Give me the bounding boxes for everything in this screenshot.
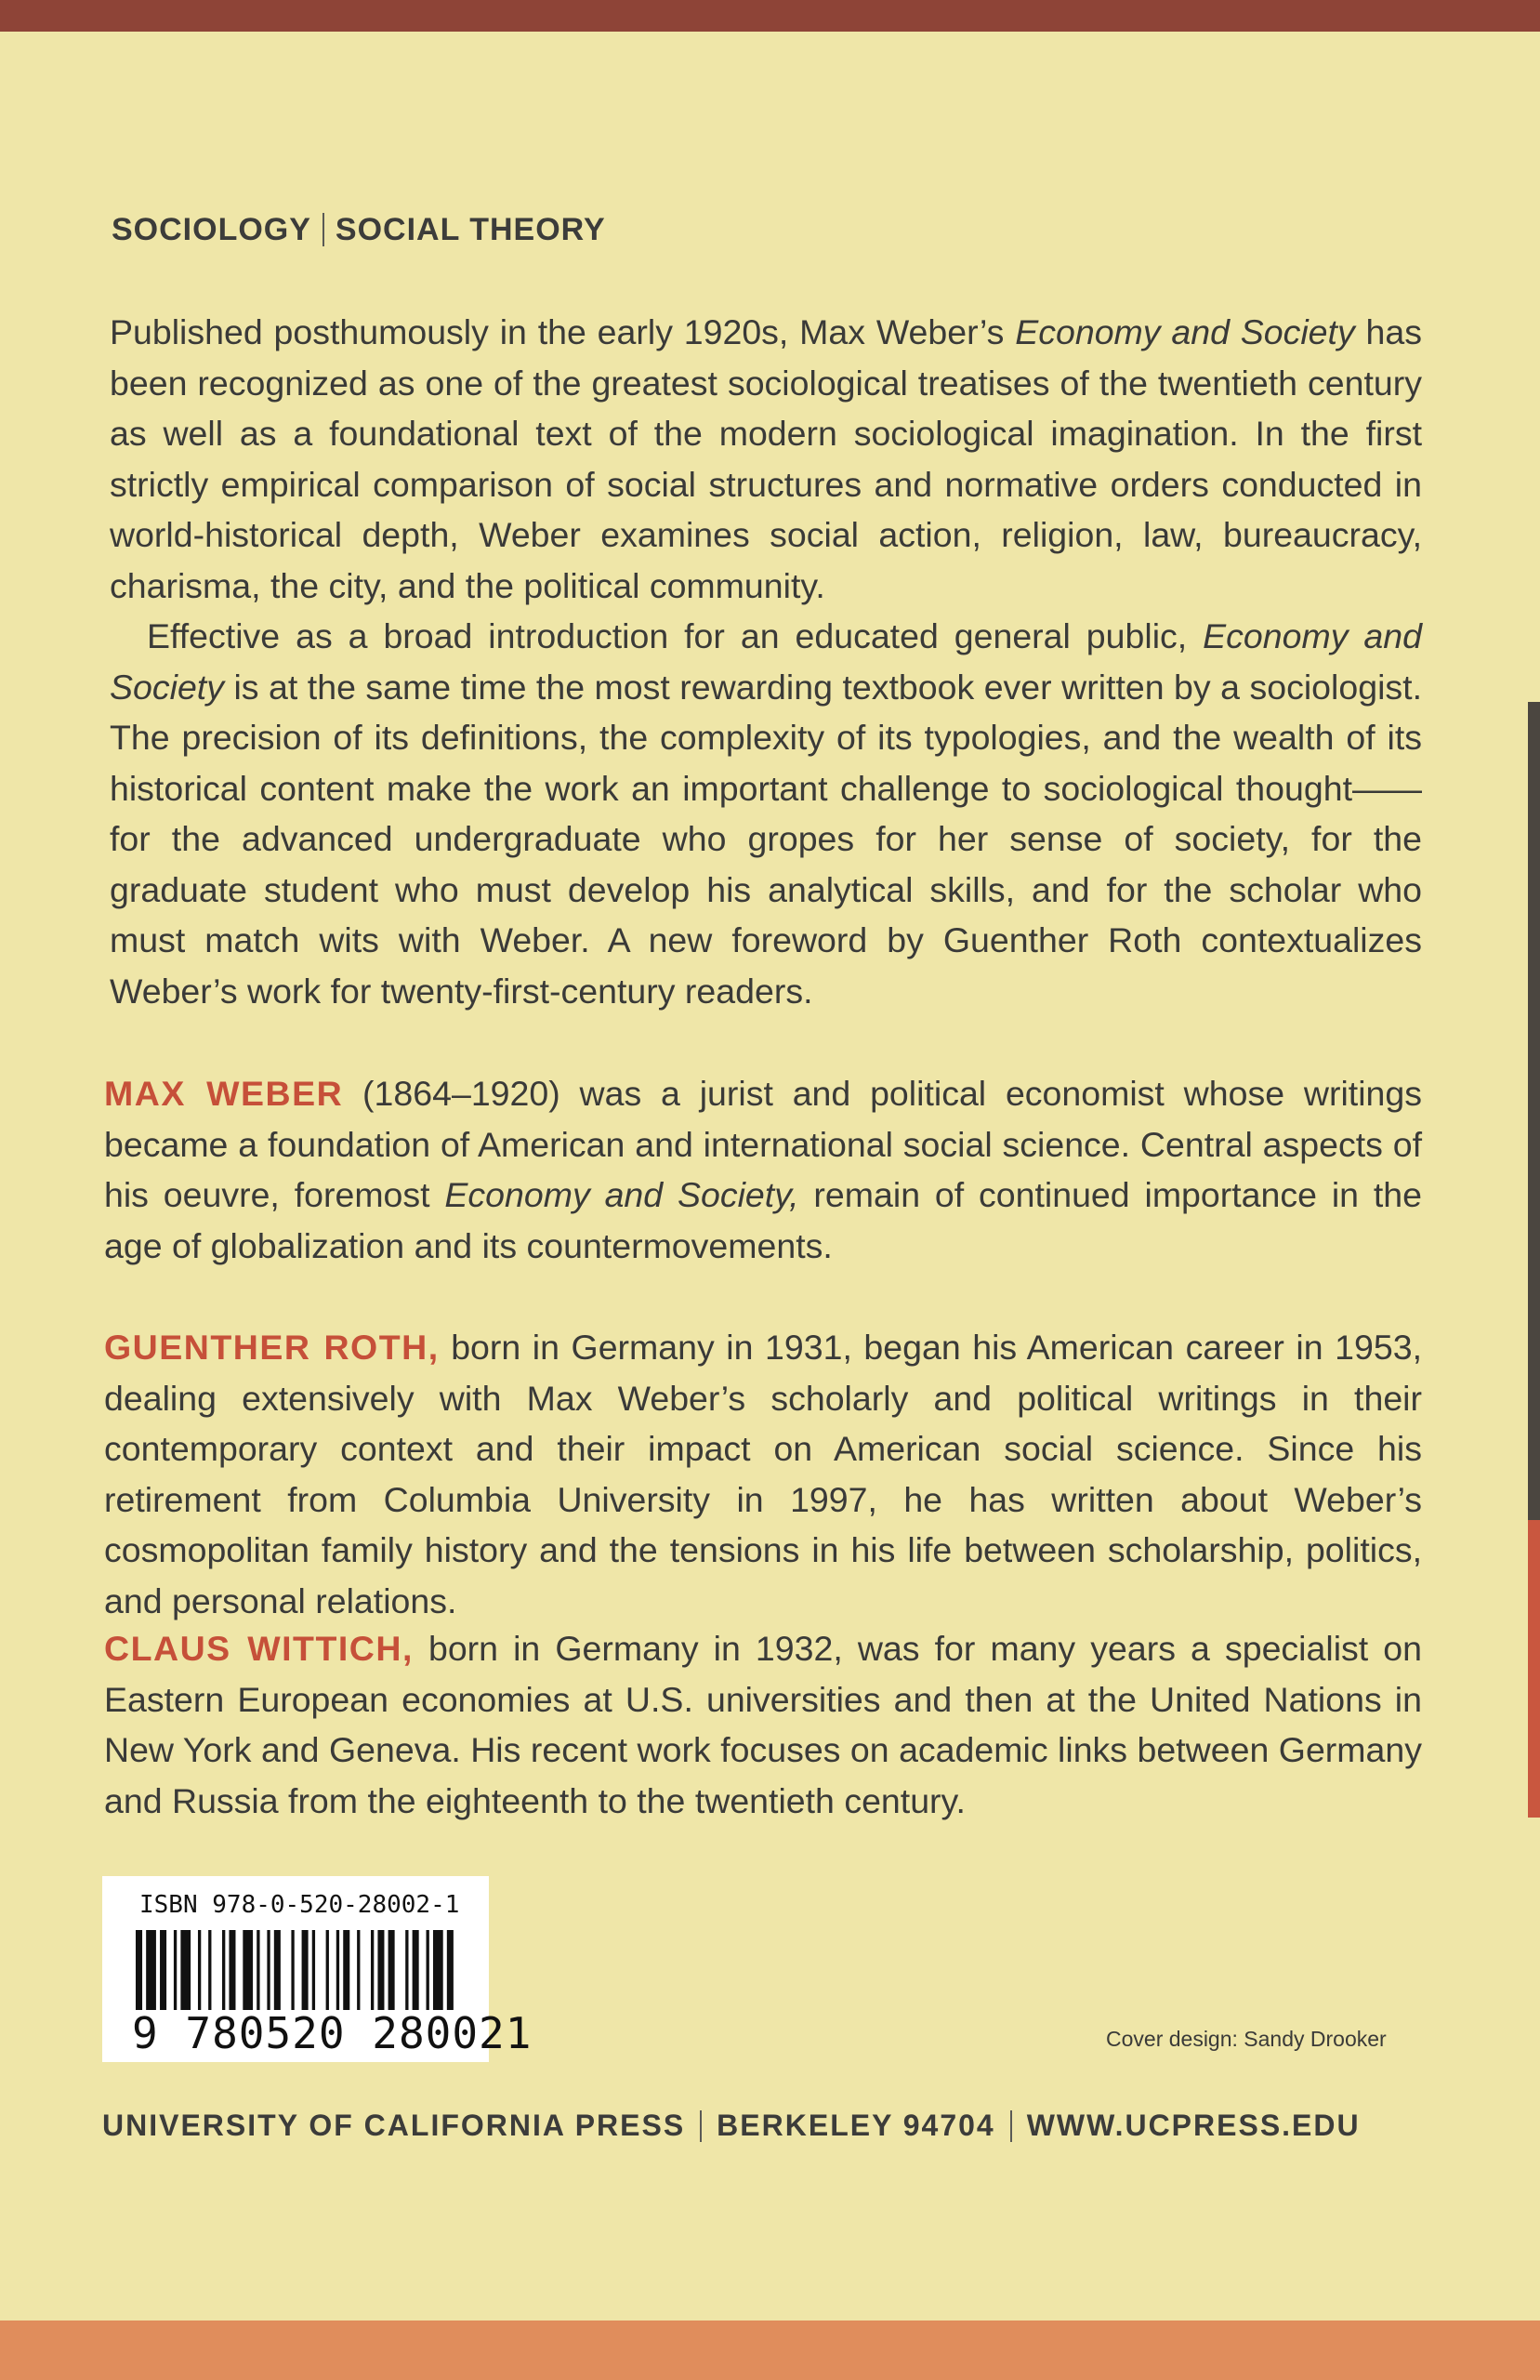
top-color-band	[0, 0, 1540, 32]
book-title-italic: Economy and Society,	[444, 1175, 799, 1214]
publisher-website: WWW.UCPRESS.EDU	[1026, 2109, 1361, 2142]
category-social-theory: SOCIAL THEORY	[335, 212, 606, 247]
barcode-bar	[343, 1930, 349, 2010]
barcode-bar	[433, 1930, 443, 2010]
barcode-bar	[180, 1930, 191, 2010]
barcode-bar	[160, 1930, 166, 2010]
bio-guenther-roth: GUENTHER ROTH, born in Germany in 1931, began his American career in 1953, dealing extensively with Max Weber’s scholarly and political writings in their contemporary context and their impact on American social science. Since his retirement from Columbia University in 1997, he has written about Weber’s cosmopolitan family history and the tensions in his life between scholarship, politics, and personal relations.	[104, 1328, 1423, 1620]
editor-name-wittich: CLAUS WITTICH,	[104, 1629, 414, 1668]
barcode-bar	[257, 1930, 259, 2010]
book-title-italic: Economy and Society	[110, 616, 1422, 707]
bio-claus-wittich: CLAUS WITTICH, born in Germany in 1932, was for many years a specialist on Eastern European economies at U.S. universities and then at the United Nations in New York and Geneva. His recent work focuses on academic links between Germany and Russia from the eighteenth to the twentieth century.	[104, 1629, 1422, 1820]
publisher-city: BERKELEY 94704	[717, 2109, 995, 2142]
barcode-bar	[222, 1930, 225, 2010]
barcode-bar	[146, 1930, 156, 2010]
barcode-bar	[243, 1930, 253, 2010]
subject-category	[112, 212, 606, 248]
publisher-line	[102, 2109, 1361, 2143]
barcode-bar	[427, 1930, 429, 2010]
barcode-bar	[229, 1930, 235, 2010]
bottom-color-band	[0, 2320, 1540, 2380]
barcode-bar	[357, 1930, 360, 2010]
barcode-bar	[208, 1930, 211, 2010]
barcode-bar	[291, 1930, 294, 2010]
author-name-weber: MAX WEBER	[104, 1074, 344, 1113]
barcode-bar	[136, 1930, 142, 2010]
barcode-bar	[413, 1930, 419, 2010]
barcode-bar	[405, 1930, 408, 2010]
barcode-bar	[198, 1930, 201, 2010]
isbn-label: ISBN 978-0-520-28002-1	[139, 1891, 460, 1919]
barcode-bar	[447, 1930, 454, 2010]
publisher-name: UNIVERSITY OF CALIFORNIA PRESS	[102, 2109, 686, 2142]
barcode-bar	[371, 1930, 374, 2010]
barcode-bar	[312, 1930, 315, 2010]
isbn-barcode	[102, 1876, 533, 2062]
description-paragraph-1: Published posthumously in the early 1920s, Max Weber’s Economy and Society has been recognized as one of the greatest sociological treatises of the twentieth century as well as a foundational text of the modern sociological imagination. In the first strictly empirical comparison of social structures and normative orders conducted in world-historical depth, Weber examines social action, religion, law, bureaucracy, charisma, the city, and the political community.	[110, 312, 1422, 605]
book-title-italic: Economy and Society	[1015, 312, 1355, 351]
spine-edge-dark	[1528, 702, 1540, 1520]
barcode-bar	[336, 1930, 339, 2010]
barcode-bar	[302, 1930, 309, 2010]
editor-name-roth: GUENTHER ROTH,	[104, 1328, 440, 1367]
barcode-bar	[274, 1930, 281, 2010]
barcode-bar	[388, 1930, 395, 2010]
cover-design-credit: Cover design: Sandy Drooker	[1106, 2027, 1387, 2051]
barcode-bars	[136, 1930, 457, 2010]
barcode-bar	[326, 1930, 329, 2010]
barcode-bar	[174, 1930, 177, 2010]
barcode-bar	[377, 1930, 384, 2010]
category-sociology: SOCIOLOGY	[112, 212, 311, 247]
bio-max-weber: MAX WEBER (1864–1920) was a jurist and political economist whose writings became a foundation of American and international social science. Central aspects of his oeuvre, foremost Economy and Society, remain of continued importance in the age of globalization and its countermovements.	[104, 1074, 1422, 1265]
barcode-digits: 9 780520 280021	[132, 2008, 533, 2058]
spine-edge-red	[1528, 1520, 1540, 1818]
book-description	[110, 307, 1422, 1016]
description-paragraph-2: Effective as a broad introduction for an educated general public, Economy and Society is at the same time the most rewarding textbook ever written by a sociologist. The precision of its definitions, the complexity of its typologies, and the wealth of its historical content make the work an important challenge to sociological thought——for the advanced undergraduate who gropes for her sense of society, for the graduate student who must develop his analytical skills, and for the scholar who must match wits with Weber. A new foreword by Guenther Roth contextualizes Weber’s work for twenty-first-century readers.	[110, 616, 1422, 1011]
publisher-divider	[700, 2110, 702, 2142]
barcode-bar	[267, 1930, 270, 2010]
publisher-divider	[1010, 2110, 1012, 2142]
category-divider	[322, 213, 324, 246]
